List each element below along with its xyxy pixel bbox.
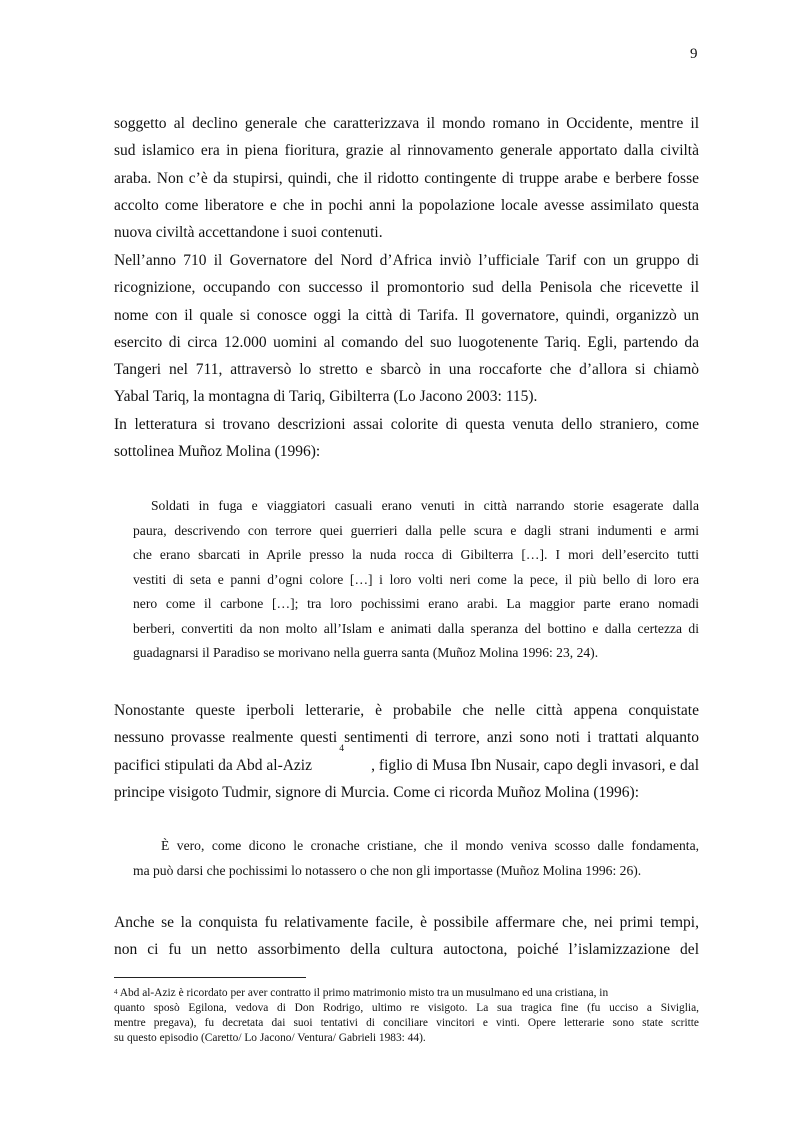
- quote-line: berberi, convertiti da non molto all’Islam e animati dalla speranza del bottino e dalla certezza di: [133, 620, 699, 636]
- paragraph-5: [114, 909, 699, 964]
- paragraph-2: [114, 247, 699, 411]
- text-line: Anche se la conquista fu relativamente facile, è possibile affermare che, nei primi tempi,: [114, 914, 699, 931]
- text-line: nessuno provasse realmente questi sentimenti di terrore, anzi sono noti i trattati alquanto: [114, 729, 699, 747]
- footnote-line: su questo episodio (Caretto/ Lo Jacono/ Ventura/ Gabrieli 1983: 44).: [114, 1032, 426, 1044]
- text-fragment: , figlio di Musa Ibn Nusair, capo degli invasori, e dal: [371, 756, 699, 774]
- footnote-reference[interactable]: 4: [339, 743, 344, 755]
- quote-line: Soldati in fuga e viaggiatori casuali erano venuti in città narrando storie esagerate dalla: [151, 498, 699, 513]
- text-line: ricognizione, occupando con successo il promontorio sud della Penisola che ricevette il: [114, 279, 699, 297]
- quote-line: nero come il carbone […]; tra loro pochissimi erano arabi. La maggior parte erano nomadi: [133, 596, 699, 611]
- text-fragment: Abd al-Aziz è ricordato per aver contratto il primo matrimonio misto tra un musulmano ed una cristiana, in: [117, 987, 609, 999]
- text-fragment: pacifici stipulati da Abd al-Aziz: [114, 756, 312, 774]
- quote-line: che erano sbarcati in Aprile presso la nuda rocca di Gibilterra […]. I mori dell’esercito tutti: [133, 547, 699, 562]
- text-line: In letteratura si trovano descrizioni assai colorite di questa venuta dello straniero, come: [114, 416, 699, 433]
- footnote-separator: [114, 977, 306, 978]
- paragraph-3: [114, 411, 699, 466]
- block-quote-2: [133, 834, 699, 883]
- footnote-line: quanto sposò Egilona, vedova di Don Rodrigo, ultimo re visigoto. La sua tragica fine (fu ucciso a Siviglia,: [114, 1002, 699, 1014]
- footnote: [114, 986, 699, 1046]
- text-line: nuova civiltà accettandone i suoi contenuti.: [114, 224, 383, 242]
- footnote-line: mentre pregava), fu decretata dai suoi tentativi di conciliare vincitori e vinti. Opere letterarie sono state scritte: [114, 1017, 699, 1029]
- text-line: principe visigoto Tudmir, signore di Murcia. Come ci ricorda Muñoz Molina (1996):: [114, 783, 640, 801]
- text-line: Nell’anno 710 il Governatore del Nord d’Africa inviò l’ufficiale Tarif con un gruppo di: [114, 252, 699, 269]
- footnote-line: [114, 986, 699, 1001]
- block-quote-1: [133, 494, 699, 666]
- text-line: soggetto al declino generale che caratterizzava il mondo romano in Occidente, mentre il: [114, 115, 699, 132]
- text-line: esercito di circa 12.000 uomini al comando del suo luogotenente Tariq. Egli, partendo da: [114, 333, 699, 351]
- text-line: [114, 743, 699, 779]
- footnote-number: 4: [114, 988, 118, 997]
- text-line: sottolinea Muñoz Molina (1996):: [114, 443, 321, 461]
- paragraph-4: [114, 697, 699, 806]
- text-line: sud islamico era in piena fioritura, grazie al rinnovamento generale apportato dalla civiltà: [114, 142, 699, 160]
- text-line: Tangeri nel 711, attraversò lo stretto e sbarcò in una roccaforte che d’allora si chiamò: [114, 361, 699, 379]
- text-line: Yabal Tariq, la montagna di Tariq, Gibilterra (Lo Jacono 2003: 115).: [114, 388, 538, 406]
- quote-line: guadagnarsi il Paradiso se morivano nella guerra santa (Muñoz Molina 1996: 23, 24).: [133, 645, 599, 660]
- text-line: non ci fu un netto assorbimento della cultura autoctona, poiché l’islamizzazione del: [114, 941, 699, 959]
- text-line: nome con il quale si conosce oggi la città di Tarifa. Il governatore, quindi, organizzò un: [114, 306, 699, 324]
- text-line: Nonostante queste iperboli letterarie, è probabile che nelle città appena conquistate: [114, 702, 699, 719]
- quote-line: È vero, come dicono le cronache cristiane, che il mondo veniva scosso dalle fondamenta,: [161, 838, 699, 853]
- text-line: accolto come liberatore e che in pochi anni la popolazione locale avesse assimilato questa: [114, 196, 699, 214]
- paragraph-1: [114, 110, 699, 246]
- quote-line: ma può darsi che pochissimi lo notassero o che non gli importasse (Muñoz Molina 1996: 26).: [133, 862, 642, 878]
- quote-line: vestiti di seta e panni d’ogni colore […] i loro volti neri come la pece, il più bello di loro era: [133, 571, 699, 587]
- quote-line: paura, descrivendo con terrore quei guerrieri dalla pelle scura e dagli strani indumenti e armi: [133, 522, 699, 538]
- page-number: 9: [690, 46, 698, 62]
- text-line: araba. Non c’è da stupirsi, quindi, che il ridotto contingente di truppe arabe e berbere fosse: [114, 169, 699, 187]
